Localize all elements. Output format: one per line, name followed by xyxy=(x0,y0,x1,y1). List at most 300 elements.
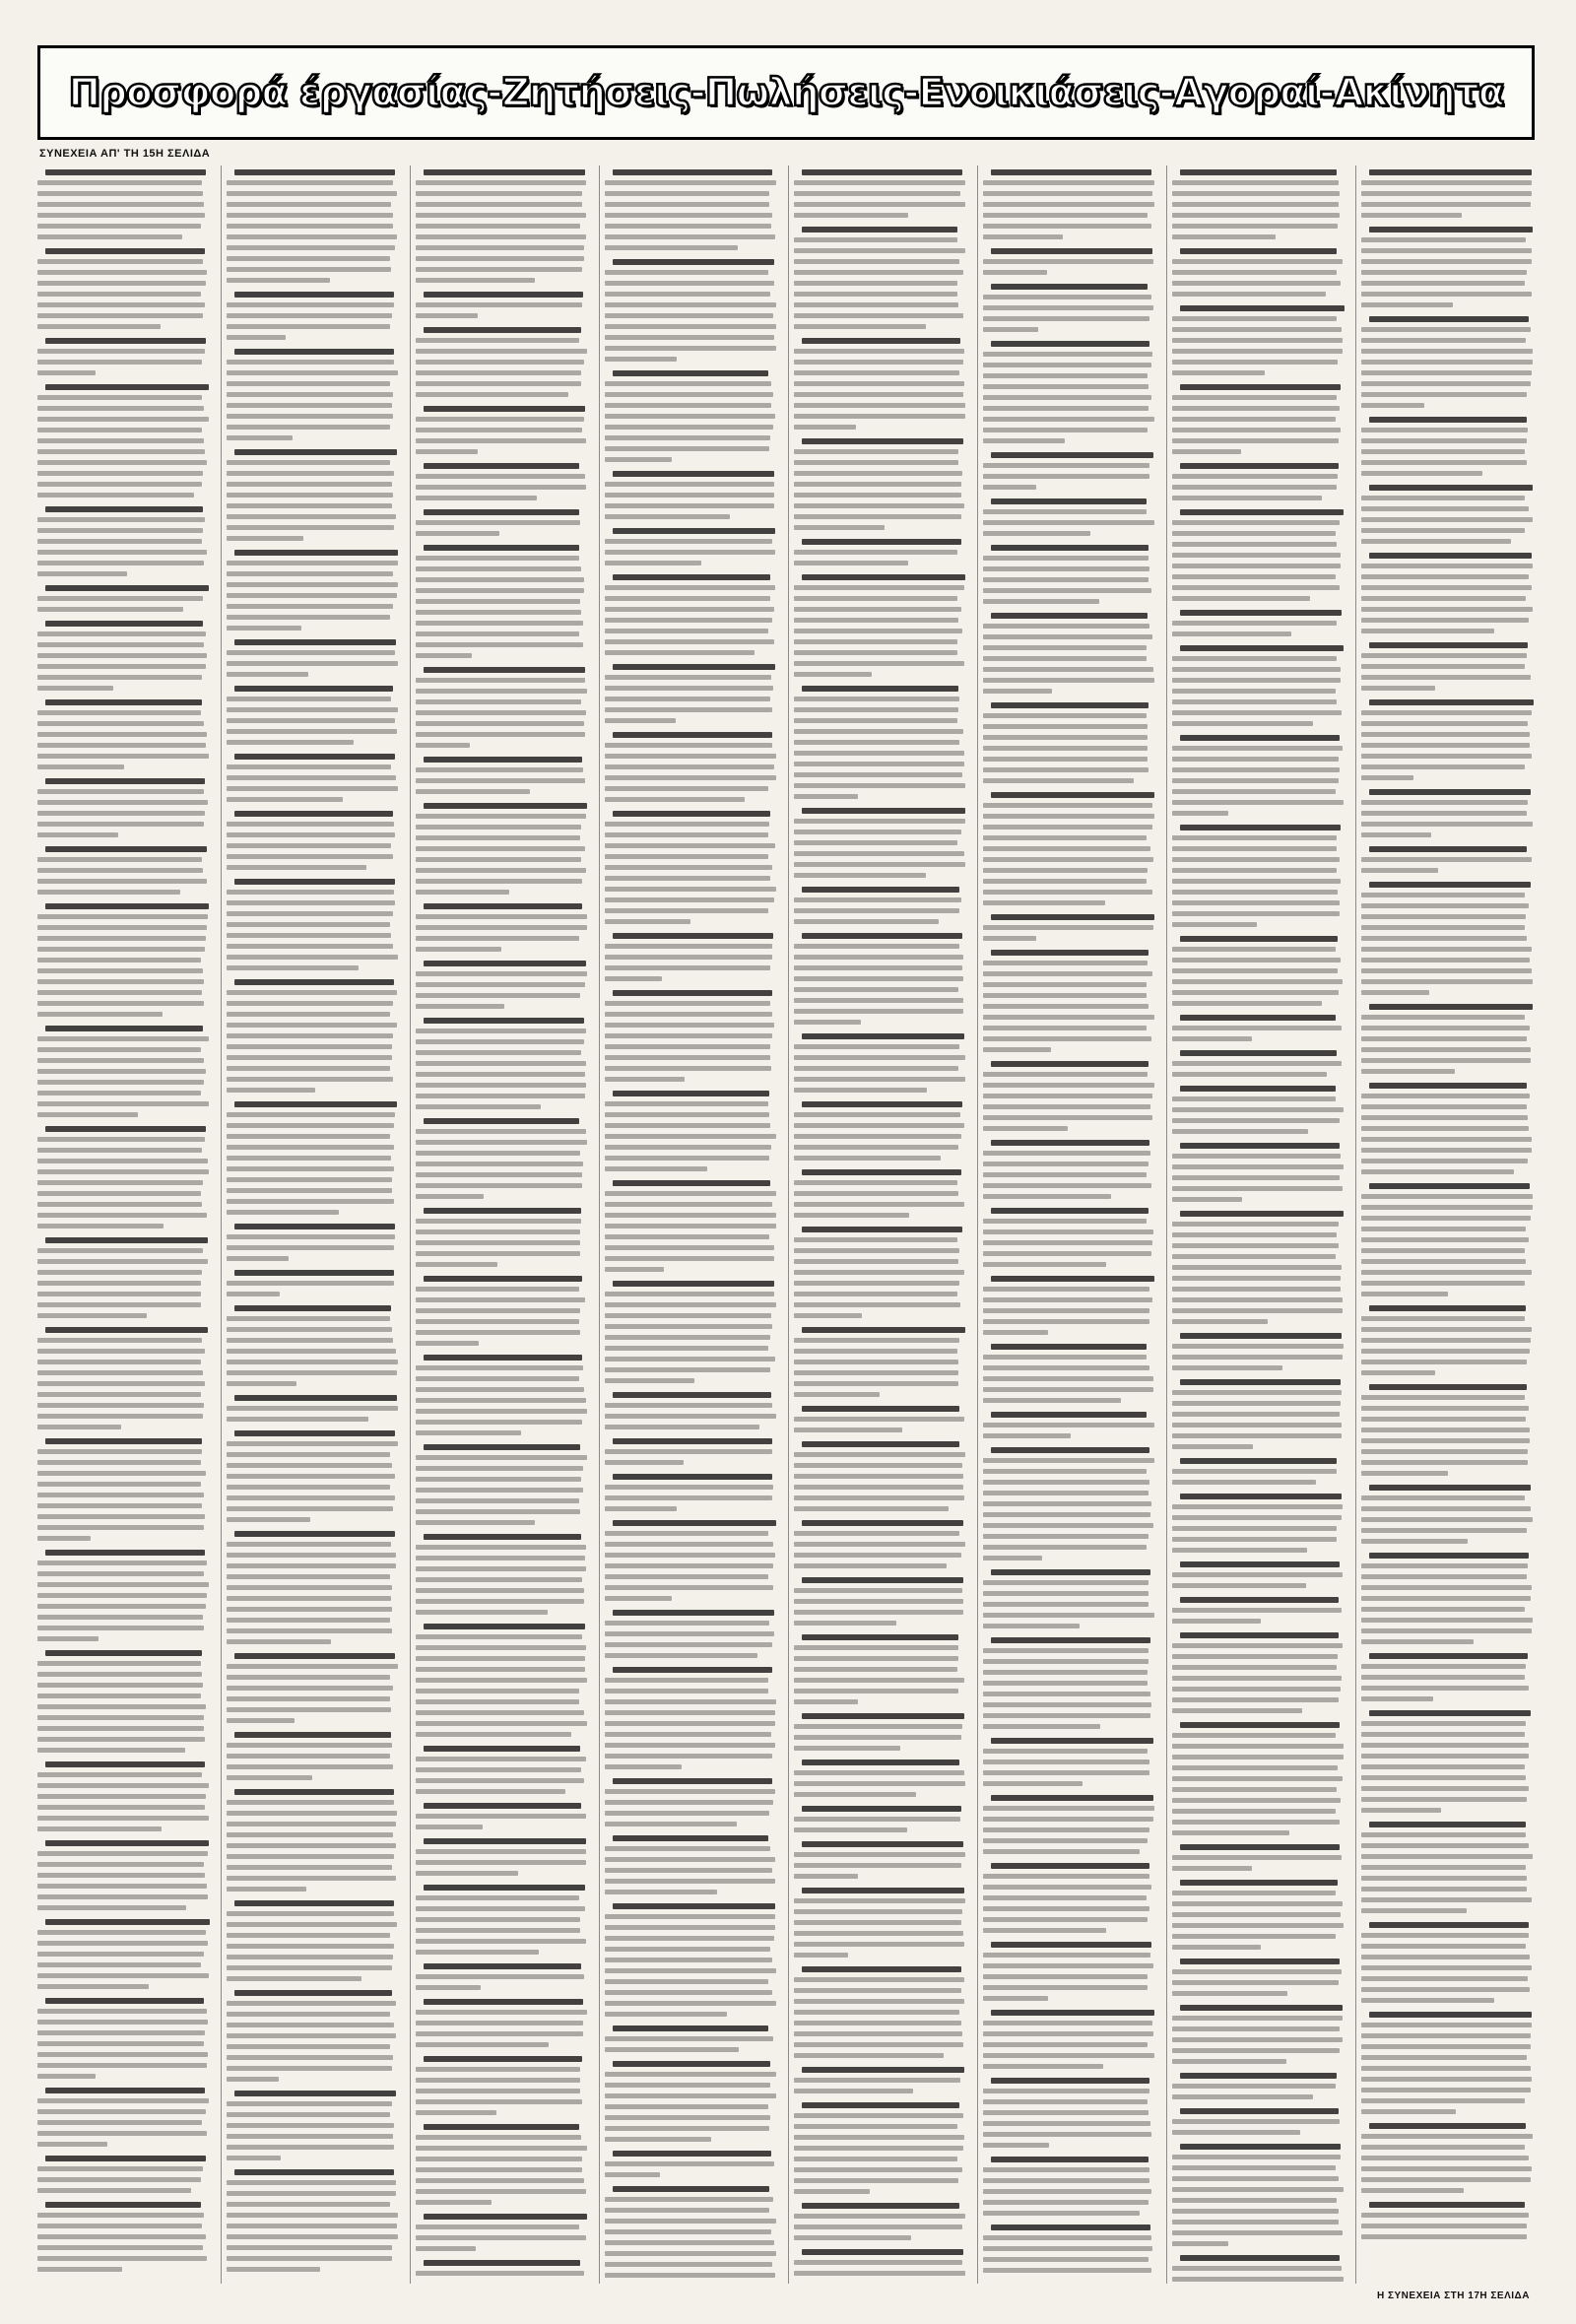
ad-text-line xyxy=(416,1151,580,1156)
ad-text-line xyxy=(227,1675,390,1680)
ad-text-line xyxy=(983,1491,1149,1495)
ad-text-line xyxy=(37,979,204,984)
ad-lead-line xyxy=(424,667,585,673)
ad-text-line xyxy=(416,1710,584,1715)
ad-text-line xyxy=(37,1805,205,1810)
ad-text-line xyxy=(1172,1390,1342,1395)
ad-text-line xyxy=(983,1172,1147,1177)
ad-text-line xyxy=(1361,1865,1526,1870)
ad-text-line xyxy=(1172,1096,1336,1101)
ad-text-line xyxy=(37,1816,209,1821)
ad-text-line xyxy=(1172,890,1338,895)
ad-text-line xyxy=(1361,1058,1531,1063)
ad-text-line xyxy=(416,879,582,884)
ad-lead-line xyxy=(1369,227,1533,232)
ad-text-line xyxy=(37,1460,201,1465)
ad-text-line xyxy=(227,865,366,870)
ad-text-line xyxy=(227,1316,390,1321)
ad-text-line xyxy=(37,890,180,895)
ad-text-line xyxy=(1361,1832,1526,1837)
ad-text-line xyxy=(416,1140,587,1145)
ad-text-line xyxy=(1172,800,1344,805)
ad-text-line xyxy=(37,1783,209,1788)
ad-text-line xyxy=(794,1563,947,1568)
ad-text-line xyxy=(983,259,1153,264)
ad-lead-line xyxy=(613,1281,774,1287)
ad-text-line xyxy=(227,425,390,430)
ad-text-line xyxy=(37,1471,206,1476)
ad-text-line xyxy=(1172,180,1339,185)
ad-lead-line xyxy=(424,1534,581,1540)
ad-text-line xyxy=(37,482,202,487)
ad-text-line xyxy=(416,2200,492,2205)
ad-text-line xyxy=(794,1531,959,1536)
ad-text-line xyxy=(794,349,964,354)
ad-text-line xyxy=(227,729,397,734)
ad-text-line xyxy=(794,1898,965,1903)
ad-text-line xyxy=(605,1302,776,1307)
ad-text-line xyxy=(416,1104,541,1109)
ad-text-line xyxy=(794,1417,964,1422)
ad-text-line xyxy=(1172,968,1338,973)
ad-text-line xyxy=(605,503,774,508)
ad-text-line xyxy=(983,1072,1148,1077)
ad-text-line xyxy=(227,1485,390,1490)
ad-text-line xyxy=(1361,1227,1526,1231)
ad-lead-line xyxy=(613,732,772,738)
ad-text-line xyxy=(416,1789,565,1794)
ad-text-line xyxy=(37,1748,185,1753)
ad-lead-line xyxy=(1369,1384,1527,1390)
ad-text-line xyxy=(416,1387,584,1392)
ad-text-line xyxy=(605,2161,774,2166)
ad-text-line xyxy=(605,1721,775,1726)
ad-text-line xyxy=(983,305,1153,310)
ad-lead-line xyxy=(45,621,203,627)
ad-text-line xyxy=(983,1692,1150,1696)
ad-text-line xyxy=(227,1033,393,1038)
ad-text-line xyxy=(1172,689,1336,694)
ad-text-line xyxy=(1172,191,1340,196)
ad-text-line xyxy=(37,302,205,307)
ad-text-line xyxy=(605,1292,774,1296)
ad-text-line xyxy=(605,1001,770,1006)
ad-text-line xyxy=(605,1936,774,1941)
ad-text-line xyxy=(794,1770,964,1775)
ad-text-line xyxy=(605,1789,775,1794)
ad-text-line xyxy=(605,887,776,892)
ad-text-line xyxy=(37,1137,205,1142)
ad-text-line xyxy=(1361,517,1533,522)
ad-text-line xyxy=(794,1667,957,1672)
ad-lead-line xyxy=(1180,2005,1343,2011)
ad-text-line xyxy=(227,1718,295,1723)
ad-text-line xyxy=(227,1441,398,1446)
ad-text-line xyxy=(605,414,775,419)
ad-text-line xyxy=(1172,542,1337,547)
ad-text-line xyxy=(1172,900,1340,905)
ad-text-line xyxy=(794,1302,960,1307)
ad-text-line xyxy=(416,449,478,454)
ad-text-line xyxy=(794,2053,944,2058)
ad-text-line xyxy=(37,832,118,837)
ad-text-line xyxy=(1172,1480,1316,1485)
ad-text-line xyxy=(227,990,397,995)
ad-text-line xyxy=(983,1827,1149,1832)
ad-text-line xyxy=(37,313,203,318)
ad-lead-line xyxy=(424,961,586,966)
ad-text-line xyxy=(605,270,768,275)
ad-text-line xyxy=(983,1423,1154,1428)
ad-text-line xyxy=(1361,1528,1527,1533)
ad-text-line xyxy=(794,550,957,555)
ad-text-line xyxy=(227,2077,279,2082)
ad-text-line xyxy=(1172,721,1313,726)
ad-text-line xyxy=(605,1800,773,1805)
ad-text-line xyxy=(1361,506,1529,511)
ad-text-line xyxy=(1361,2023,1532,2027)
ad-text-line xyxy=(37,550,207,555)
ad-text-line xyxy=(794,1931,963,1936)
ad-lead-line xyxy=(1369,1553,1529,1559)
ad-text-line xyxy=(227,234,397,239)
ad-lead-line xyxy=(45,846,207,852)
ad-text-line xyxy=(605,944,772,949)
ad-lead-line xyxy=(1180,2108,1339,2114)
ad-text-line xyxy=(1361,585,1532,590)
ad-text-line xyxy=(1172,778,1339,783)
ad-text-line xyxy=(605,1914,775,1919)
ad-text-line xyxy=(416,302,582,307)
ad-text-line xyxy=(416,825,581,830)
ad-text-line xyxy=(416,1477,581,1482)
ad-text-line xyxy=(1172,1687,1341,1692)
ad-text-line xyxy=(983,1770,1149,1775)
ad-text-line xyxy=(605,446,769,451)
ad-text-line xyxy=(416,1194,484,1199)
ad-text-line xyxy=(983,1026,1147,1030)
ad-text-line xyxy=(605,281,774,286)
ad-text-line xyxy=(605,697,770,701)
ad-text-line xyxy=(605,1811,769,1816)
ad-text-line xyxy=(605,482,774,487)
ad-text-line xyxy=(605,675,771,680)
ad-text-line xyxy=(1172,811,1228,816)
ad-text-line xyxy=(37,1615,203,1620)
ad-text-line xyxy=(227,1234,395,1239)
ad-text-line xyxy=(416,1061,586,1066)
ad-lead-line xyxy=(613,933,773,939)
ad-text-line xyxy=(227,493,393,498)
ad-text-line xyxy=(605,1101,768,1106)
ad-text-line xyxy=(1172,1412,1340,1417)
ad-text-line xyxy=(37,292,201,297)
ad-text-line xyxy=(983,868,1148,873)
ad-lead-line xyxy=(1369,1922,1529,1928)
ad-text-line xyxy=(983,1376,1153,1381)
ad-text-line xyxy=(37,1726,204,1731)
ad-column xyxy=(414,166,595,2284)
ad-text-line xyxy=(37,2052,208,2057)
column-rule xyxy=(1355,166,1356,2284)
ad-text-line xyxy=(416,1219,581,1224)
ad-text-line xyxy=(1172,1526,1337,1531)
ad-text-line xyxy=(37,990,202,995)
ad-text-line xyxy=(605,1631,774,1636)
ad-text-line xyxy=(794,772,962,777)
ad-text-line xyxy=(1361,857,1532,862)
ad-text-line xyxy=(1172,1980,1339,1985)
ad-text-line xyxy=(227,797,343,802)
ad-lead-line xyxy=(45,778,205,784)
ad-text-line xyxy=(983,1953,1150,1958)
ad-text-line xyxy=(416,936,579,941)
ad-lead-line xyxy=(613,471,774,477)
ad-text-line xyxy=(227,1506,393,1511)
ad-text-line xyxy=(416,2099,582,2104)
ad-text-line xyxy=(37,710,201,715)
ad-text-line xyxy=(416,1906,585,1911)
ad-text-line xyxy=(37,417,209,422)
ad-text-line xyxy=(983,520,1154,525)
ad-text-line xyxy=(1361,248,1532,253)
ad-text-line xyxy=(1172,1969,1342,1974)
ad-text-line xyxy=(416,814,586,819)
ad-text-line xyxy=(37,460,207,465)
ad-text-line xyxy=(227,615,390,620)
ad-text-line xyxy=(983,1624,1080,1628)
ad-text-line xyxy=(416,1520,535,1525)
ad-text-line xyxy=(1172,1001,1322,1006)
ad-text-line xyxy=(1172,699,1337,704)
ad-text-line xyxy=(37,2063,207,2068)
ad-text-line xyxy=(416,1050,581,1055)
ad-text-line xyxy=(1361,1026,1530,1030)
ad-lead-line xyxy=(1369,2202,1525,2208)
ad-lead-line xyxy=(424,1444,580,1450)
ad-text-line xyxy=(416,1297,585,1302)
ad-text-line xyxy=(227,1933,390,1938)
ad-text-line xyxy=(794,1270,964,1275)
ad-text-line xyxy=(37,653,207,658)
ad-text-line xyxy=(37,968,203,973)
ad-text-line xyxy=(1361,1976,1528,1981)
ad-text-line xyxy=(1361,1205,1533,1210)
ad-text-line xyxy=(1172,327,1342,332)
ad-text-line xyxy=(416,743,470,748)
ad-text-line xyxy=(37,2120,202,2125)
ad-text-line xyxy=(1361,1327,1532,1332)
ad-text-line xyxy=(794,2224,962,2229)
ad-text-line xyxy=(37,1047,201,1052)
ad-text-line xyxy=(37,1180,203,1185)
ad-text-line xyxy=(416,1974,584,1979)
ad-text-line xyxy=(794,202,965,207)
ad-lead-line xyxy=(424,292,583,298)
ad-text-line xyxy=(227,1596,391,1601)
ad-text-line xyxy=(227,854,393,859)
ad-text-line xyxy=(416,2021,583,2025)
ad-text-line xyxy=(1172,234,1276,239)
ad-text-line xyxy=(794,955,963,960)
ad-text-line xyxy=(605,686,773,691)
ad-text-line xyxy=(37,596,203,601)
ad-text-line xyxy=(37,764,124,769)
ad-text-line xyxy=(1361,1360,1527,1364)
ad-text-line xyxy=(983,1917,1148,1922)
ad-text-line xyxy=(1172,2165,1336,2170)
ad-text-line xyxy=(1361,925,1525,930)
ad-text-line xyxy=(794,292,957,297)
ad-text-line xyxy=(983,1083,1154,1088)
ad-text-line xyxy=(416,1767,581,1772)
ad-text-line xyxy=(794,403,965,408)
ad-text-line xyxy=(37,1952,204,1957)
ad-text-line xyxy=(227,324,390,329)
ad-text-line xyxy=(416,191,582,196)
ad-text-line xyxy=(605,1156,769,1161)
ad-text-line xyxy=(227,2123,394,2128)
ad-lead-line xyxy=(802,1520,963,1526)
ad-text-line xyxy=(605,213,772,218)
ad-text-line xyxy=(1172,1164,1344,1169)
ad-text-line xyxy=(1172,1175,1340,1180)
continued-from-label: ΣΥΝΕΧΕΙΑ ΑΠ' ΤΗ 15Η ΣΕΛΙΔΑ xyxy=(39,148,211,160)
ad-text-line xyxy=(983,993,1147,998)
ad-lead-line xyxy=(45,699,202,705)
ad-text-line xyxy=(37,879,207,884)
ad-lead-line xyxy=(802,338,960,344)
ad-text-line xyxy=(983,588,1151,593)
ad-text-line xyxy=(605,2137,711,2142)
ad-text-line xyxy=(227,650,395,655)
ad-text-line xyxy=(983,1885,1151,1890)
ad-lead-line xyxy=(802,686,958,692)
ad-text-line xyxy=(605,639,774,644)
ad-text-line xyxy=(227,1188,392,1193)
ad-lead-line xyxy=(991,1140,1149,1146)
ad-text-line xyxy=(1361,449,1525,454)
ad-text-line xyxy=(37,561,204,565)
ad-text-line xyxy=(1361,936,1527,941)
ad-text-line xyxy=(1172,213,1340,218)
ad-text-line xyxy=(1361,2188,1464,2193)
ad-text-line xyxy=(37,2234,206,2239)
ad-text-line xyxy=(1172,1154,1341,1159)
ad-text-line xyxy=(227,1088,315,1093)
ad-text-line xyxy=(416,1455,587,1460)
ad-text-line xyxy=(1361,1786,1529,1791)
ad-text-line xyxy=(227,1965,392,1970)
ad-text-line xyxy=(1361,1216,1531,1221)
ad-text-line xyxy=(416,224,580,229)
ad-lead-line xyxy=(45,1026,203,1031)
ad-text-line xyxy=(37,1661,201,1666)
ad-text-line xyxy=(37,1514,205,1519)
ad-text-line xyxy=(983,373,1148,378)
ad-text-line xyxy=(227,661,398,666)
ad-text-line xyxy=(227,965,359,970)
ad-text-line xyxy=(983,634,1152,639)
ad-text-line xyxy=(1172,1254,1336,1259)
ad-text-line xyxy=(605,2197,773,2202)
ad-text-line xyxy=(983,1387,1153,1392)
ad-text-line xyxy=(1361,1732,1525,1737)
ad-lead-line xyxy=(991,1637,1150,1643)
ad-text-line xyxy=(416,1566,586,1571)
ad-text-line xyxy=(227,1077,393,1082)
ad-text-line xyxy=(605,2083,770,2088)
ad-text-line xyxy=(227,1574,390,1579)
ad-text-line xyxy=(37,1582,209,1587)
ad-text-line xyxy=(37,1560,207,1565)
ad-text-line xyxy=(1172,710,1342,715)
ad-text-line xyxy=(605,1531,768,1536)
ad-text-line xyxy=(1172,1504,1343,1509)
ad-text-line xyxy=(37,1169,209,1174)
ad-text-line xyxy=(37,686,113,691)
ad-text-line xyxy=(37,202,204,207)
ad-text-line xyxy=(227,1553,396,1558)
ad-text-line xyxy=(605,313,773,318)
ad-text-line xyxy=(37,438,204,443)
ad-text-line xyxy=(416,313,478,318)
ad-text-line xyxy=(416,1251,580,1256)
ad-text-line xyxy=(416,349,587,354)
ad-text-line xyxy=(1172,1061,1342,1066)
ad-text-line xyxy=(416,1599,584,1604)
ad-text-line xyxy=(227,1292,280,1296)
ad-text-line xyxy=(416,1287,579,1292)
ad-lead-line xyxy=(234,1789,394,1795)
ad-text-line xyxy=(1361,629,1494,633)
ad-text-line xyxy=(1361,349,1533,354)
ad-lead-line xyxy=(1369,642,1528,648)
ad-text-line xyxy=(37,1270,202,1275)
ad-text-line xyxy=(37,2098,209,2103)
ad-text-line xyxy=(1172,270,1337,275)
ad-text-line xyxy=(605,1044,770,1049)
ad-lead-line xyxy=(1369,485,1533,491)
ad-text-line xyxy=(227,740,354,745)
ad-lead-line xyxy=(1369,1004,1533,1010)
ad-lead-line xyxy=(424,2124,579,2130)
ad-lead-line xyxy=(613,1180,770,1186)
ad-text-line xyxy=(37,1449,202,1454)
ad-lead-line xyxy=(45,585,209,591)
ad-text-line xyxy=(416,588,584,593)
ad-text-line xyxy=(1361,292,1532,297)
ad-text-line xyxy=(37,1536,91,1541)
ad-text-line xyxy=(37,1159,208,1163)
ad-text-line xyxy=(983,1330,1048,1335)
ad-text-line xyxy=(983,961,1148,965)
ad-text-line xyxy=(227,1822,396,1826)
ad-text-line xyxy=(37,2074,96,2079)
ad-text-line xyxy=(1361,338,1526,343)
ad-text-line xyxy=(1361,1987,1530,1992)
ad-text-line xyxy=(605,381,771,386)
ad-text-line xyxy=(37,539,202,544)
ad-text-line xyxy=(605,1414,776,1419)
ad-lead-line xyxy=(991,341,1149,347)
ad-text-line xyxy=(605,302,776,307)
ad-text-line xyxy=(227,2213,398,2218)
ad-text-line xyxy=(794,1506,949,1511)
ad-lead-line xyxy=(613,990,772,996)
ad-text-line xyxy=(1361,2234,1527,2239)
ad-text-line xyxy=(416,1950,539,1955)
